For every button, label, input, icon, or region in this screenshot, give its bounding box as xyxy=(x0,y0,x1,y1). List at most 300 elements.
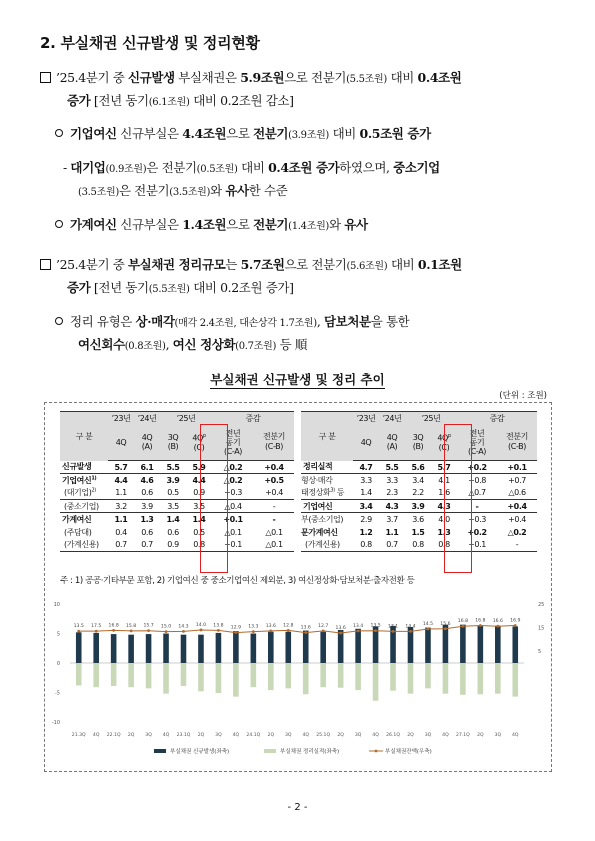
bar-resolved xyxy=(320,663,326,687)
text: (0.7조원) xyxy=(235,341,277,352)
table-cell: 3.7 xyxy=(379,513,405,526)
table-cell: 3.4 xyxy=(405,474,431,487)
balance-data-label: 13.6 xyxy=(265,623,276,629)
table-cell: 0.9 xyxy=(193,488,205,498)
table-row xyxy=(301,500,537,513)
text: (B) xyxy=(167,442,179,452)
row-label-text: (주담대) xyxy=(64,527,92,537)
bar-new xyxy=(460,625,466,663)
bar-resolved xyxy=(425,663,431,688)
table-cell: +0.4 xyxy=(497,500,537,513)
table-cell: 6.1 xyxy=(140,462,154,472)
row-label xyxy=(301,526,353,539)
text: 신규부실은 xyxy=(116,217,183,232)
text: 등 順 xyxy=(276,337,307,352)
row-label xyxy=(301,474,353,487)
bar-new xyxy=(355,629,361,663)
text: [전년 동기 xyxy=(90,280,149,295)
text: 대비 xyxy=(329,126,360,141)
table-cell: △0.1 xyxy=(224,527,242,537)
bar-new xyxy=(76,632,82,663)
table-cell: - xyxy=(497,539,537,552)
table-cell: 4.1 xyxy=(431,474,457,487)
side-label: 부 xyxy=(301,514,309,524)
table-cell: 0.5 xyxy=(193,527,205,537)
row-label xyxy=(60,539,108,552)
table-cell: 2.9 xyxy=(353,513,379,526)
text: (C-B) xyxy=(508,442,526,452)
legend-label: 부실채권 신규발생(좌축) xyxy=(170,749,230,755)
table-cell: 1.4 xyxy=(360,488,372,498)
text: (3.5조원) xyxy=(78,187,119,198)
balance-point xyxy=(234,631,237,634)
resolution-table xyxy=(301,411,537,552)
table-cell: △0.1 xyxy=(254,539,294,552)
para-resolution xyxy=(40,253,462,278)
circle-bullet-icon xyxy=(55,317,63,325)
text: (5.6조원) xyxy=(346,261,388,272)
bar-resolved xyxy=(495,663,501,694)
text: 전분기 xyxy=(253,217,289,232)
row-label xyxy=(301,487,353,500)
text: 으로 xyxy=(226,126,254,141)
text: (C) xyxy=(193,442,205,452)
header-q3b xyxy=(405,425,431,461)
side-label: 문 xyxy=(301,527,309,537)
bar-resolved xyxy=(373,663,379,701)
text: 상·매각 xyxy=(135,314,175,329)
text: 전분기 xyxy=(506,432,528,442)
text: 동기 xyxy=(469,437,485,447)
table-row xyxy=(60,461,294,474)
x-tick-label: 3Q xyxy=(145,733,152,738)
balance-data-label: 14.0 xyxy=(195,622,207,628)
table-cell: 0.8 xyxy=(431,539,457,552)
text: 으로 전분기 xyxy=(284,70,347,85)
table-cell: 3.3 xyxy=(353,474,379,487)
table-cell: 0.8 xyxy=(353,539,379,552)
text: (0.9조원) xyxy=(105,164,147,175)
header-qoq xyxy=(254,425,294,461)
balance-data-label: 12.8 xyxy=(283,623,294,629)
balance-point xyxy=(409,630,412,633)
balance-data-label: 13.6 xyxy=(335,626,346,632)
text: 5.9조원 xyxy=(240,70,285,85)
text: (0.8조원) xyxy=(124,341,166,352)
table-cell: 1.4 xyxy=(186,513,212,526)
balance-point xyxy=(304,631,307,634)
table-title xyxy=(0,370,595,388)
text: 0.1조원 xyxy=(417,257,462,272)
highlight-box xyxy=(444,424,472,573)
balance-data-label: 15.0 xyxy=(160,624,172,630)
table-row xyxy=(301,526,537,539)
x-tick-label: 3Q xyxy=(354,733,362,738)
table-cell: △0.6 xyxy=(508,488,526,498)
table-cell: 1.5 xyxy=(411,527,425,537)
text: 4Q xyxy=(437,433,448,443)
table-cell: 1.1 xyxy=(385,527,399,537)
balance-data-label: 14.4 xyxy=(405,624,416,630)
x-tick-label: 3Q xyxy=(424,733,432,738)
table-cell: 1.6 xyxy=(438,488,450,498)
text: 신규발생 xyxy=(127,70,175,85)
balance-point xyxy=(130,630,133,633)
table-cell: 5.7 xyxy=(437,462,451,472)
text: 대비 xyxy=(387,257,418,272)
text: 기업여신 xyxy=(70,126,117,141)
balance-point xyxy=(77,630,80,633)
bar-resolved xyxy=(163,663,169,694)
bar-resolved xyxy=(443,663,449,694)
header-q4a xyxy=(379,425,405,461)
balance-data-label: 16.9 xyxy=(510,618,521,624)
row-label xyxy=(60,487,108,500)
text: 가계여신 xyxy=(70,217,117,232)
x-tick-label: 2Q xyxy=(267,733,275,738)
table-cell: △0.1 xyxy=(265,527,283,537)
balance-point xyxy=(514,624,517,627)
y2-tick-label: 15 xyxy=(538,625,545,632)
text: 중소기업 xyxy=(393,160,440,175)
table-row xyxy=(60,500,294,513)
bar-resolved xyxy=(111,663,117,686)
text: 3Q xyxy=(167,433,179,443)
trend-chart xyxy=(44,590,552,770)
text: 전년 xyxy=(225,428,241,438)
text: , xyxy=(165,337,173,352)
table-cell: 0.4 xyxy=(115,527,127,537)
header-chg: 증감 xyxy=(457,412,537,425)
x-tick-label: 2Q xyxy=(337,733,344,738)
row-label-tail: 등 xyxy=(334,488,345,498)
y-tick-label: 5 xyxy=(56,631,60,638)
table-cell: +0.1 xyxy=(507,462,527,472)
table-cell: +0.1 xyxy=(457,539,497,552)
balance-point xyxy=(479,624,482,627)
row-label-text: (중소기업) xyxy=(308,514,344,524)
table-cell: 0.6 xyxy=(167,527,179,537)
table-cell: 4.7 xyxy=(359,462,373,472)
text: 으로 xyxy=(226,217,254,232)
bar-resolved xyxy=(408,663,414,694)
balance-point xyxy=(392,630,395,633)
table-cell: +0.3 xyxy=(224,488,242,498)
text: 증가 xyxy=(67,280,91,295)
table-cell: 5.6 xyxy=(411,462,425,472)
table-cell: △0.2 xyxy=(223,462,243,472)
table-row xyxy=(301,461,537,474)
table-cell: 5.7 xyxy=(114,462,128,472)
text: (0.5조원) xyxy=(196,164,238,175)
footnote-mark: 2) xyxy=(91,487,96,494)
table-body xyxy=(301,461,537,552)
row-label-text: 정리실적 xyxy=(303,462,333,472)
header-gubun: 구 분 xyxy=(301,412,353,461)
text: 전분기 xyxy=(263,432,285,442)
table-cell: 0.8 xyxy=(405,539,431,552)
table-cell: △0.4 xyxy=(212,500,254,513)
x-tick-label: 2Q xyxy=(127,733,135,738)
text: (C) xyxy=(438,442,450,452)
text: 와 xyxy=(329,217,345,232)
table-cell: +0.4 xyxy=(264,462,284,472)
x-tick-label: 25.1Q xyxy=(316,733,331,738)
table-cell: +0.8 xyxy=(457,474,497,487)
text: 담보처분 xyxy=(324,314,371,329)
bar-new xyxy=(233,631,239,663)
table-cell: +0.2 xyxy=(467,462,487,472)
text: 4Q xyxy=(141,433,153,443)
row-label-text: 신규발생 xyxy=(62,462,92,472)
text: - xyxy=(63,160,71,175)
bar-new xyxy=(268,632,274,663)
row-label-text: (대기업) xyxy=(64,488,92,498)
table-row xyxy=(301,513,537,526)
table-cell: 0.6 xyxy=(141,527,153,537)
unit-label: (단위 : 조원) xyxy=(499,391,547,401)
balance-point xyxy=(112,629,115,632)
table-cell: 4.0 xyxy=(431,513,457,526)
para-new-bad-loans xyxy=(40,66,461,91)
bar-resolved xyxy=(512,663,518,697)
table-cell: +0.7 xyxy=(497,474,537,487)
table-cell: 0.6 xyxy=(141,488,153,498)
text: (6.1조원) xyxy=(148,97,190,108)
table-cell: 3.5 xyxy=(160,500,186,513)
text: ’25.4분기 중 xyxy=(56,70,128,85)
text: 증가 xyxy=(67,93,91,108)
balance-point xyxy=(147,629,150,632)
bar-resolved xyxy=(355,663,361,690)
circle-bullet-icon xyxy=(55,129,63,137)
text: [전년 동기 xyxy=(90,93,149,108)
y2-tick-label: 5 xyxy=(538,649,542,656)
bar-resolved xyxy=(390,663,396,691)
balance-point xyxy=(496,625,499,628)
table-row xyxy=(60,474,294,487)
x-tick-label: 4Q xyxy=(442,733,449,738)
text: 은 전분기 xyxy=(118,183,170,198)
new-bad-loans-table xyxy=(60,411,294,552)
bar-new xyxy=(425,628,431,663)
table-cell: 3.9 xyxy=(160,474,186,487)
side-label: 태 xyxy=(301,488,309,498)
text: (B) xyxy=(412,442,424,452)
text: 전년 xyxy=(469,428,485,438)
table-cell: +0.3 xyxy=(457,513,497,526)
table-cell: +0.4 xyxy=(497,513,537,526)
row-label xyxy=(301,461,353,474)
header-q4: 4Q xyxy=(353,425,379,461)
balance-point xyxy=(339,632,342,635)
balance-data-label: 16.6 xyxy=(492,619,503,625)
header-gubun: 구 분 xyxy=(60,412,108,461)
table-row xyxy=(301,474,537,487)
x-tick-label: 21.3Q xyxy=(71,733,86,738)
table-cell: 4.6 xyxy=(134,474,160,487)
y-tick-label: 10 xyxy=(53,602,60,608)
table-cell: 5.5 xyxy=(385,462,399,472)
balance-data-label: 17.5 xyxy=(91,624,102,630)
table-row xyxy=(60,526,294,539)
x-tick-label: 4Q xyxy=(302,733,310,738)
para-types-2 xyxy=(78,333,307,358)
balance-data-label: 13.6 xyxy=(300,625,311,631)
table-cell: +0.1 xyxy=(212,513,254,526)
text: 4Q xyxy=(386,433,398,443)
text: 0.4조원 xyxy=(417,70,462,85)
balance-point xyxy=(427,628,430,631)
row-label-text: 가계여신 xyxy=(62,514,92,524)
bar-resolved xyxy=(285,663,291,688)
bar-resolved xyxy=(76,663,82,685)
table-cell: △0.2 xyxy=(507,527,527,537)
balance-data-label: 14.3 xyxy=(178,624,189,630)
table-cell: - xyxy=(457,500,497,513)
text: 을 통한 xyxy=(370,314,410,329)
bar-new xyxy=(93,633,99,663)
footnote-mark: 1) xyxy=(91,475,97,482)
text: 유사 xyxy=(344,217,368,232)
side-label: 형 xyxy=(301,475,309,485)
y-tick-label: -5 xyxy=(55,690,60,697)
bar-new xyxy=(443,625,449,663)
header-y25: ’25년 xyxy=(405,412,457,425)
table-body xyxy=(60,461,294,552)
row-label-text: 기업여신 xyxy=(62,475,92,485)
legend-marker xyxy=(375,750,378,753)
table-cell: +0.4 xyxy=(265,488,283,498)
balance-point xyxy=(252,630,255,633)
table-cell: +0.5 xyxy=(254,474,294,487)
x-tick-label: 2Q xyxy=(477,733,484,738)
balance-point xyxy=(200,629,203,632)
table-row xyxy=(60,487,294,500)
bar-new xyxy=(251,634,257,664)
table-cell: 0.7 xyxy=(379,539,405,552)
table-row xyxy=(301,487,537,500)
row-label xyxy=(301,513,353,526)
x-tick-label: 4Q xyxy=(511,733,519,738)
bar-new xyxy=(163,634,169,664)
balance-data-label: 15.6 xyxy=(440,621,451,627)
text: (A) xyxy=(141,442,153,452)
text: 여신 정상화 xyxy=(172,337,236,352)
row-label-text: 상·매각 xyxy=(308,475,333,485)
bar-resolved xyxy=(128,663,134,687)
table-cell: +0.1 xyxy=(212,539,254,552)
table-row xyxy=(60,513,294,526)
table-cell: 4.4 xyxy=(108,474,134,487)
x-tick-label: 23.1Q xyxy=(176,733,191,738)
balance-point xyxy=(357,630,360,633)
header-q4a xyxy=(134,425,160,461)
bar-new xyxy=(495,626,501,663)
text: (C-A) xyxy=(223,446,242,456)
text: 한 수준 xyxy=(248,183,288,198)
balance-point xyxy=(182,630,185,633)
para-resolution-2 xyxy=(67,276,294,301)
text: 1.4조원 xyxy=(182,217,227,232)
text: 5.7조원 xyxy=(240,257,285,272)
text: (C-A) xyxy=(467,446,486,456)
balance-point xyxy=(322,630,325,633)
x-tick-label: 3Q xyxy=(284,733,292,738)
balance-data-label: 13.5 xyxy=(73,624,84,630)
balance-data-label: 13.5 xyxy=(370,623,381,629)
balance-data-label: 16.8 xyxy=(475,618,486,624)
table-cell: 3.9 xyxy=(405,500,431,513)
text: 는 xyxy=(225,257,241,272)
table-cell: 2.2 xyxy=(412,488,424,498)
table-cell: 1.4 xyxy=(160,513,186,526)
text: (C-B) xyxy=(265,442,283,452)
balance-data-label: 15.7 xyxy=(143,623,154,629)
text: (5.5조원) xyxy=(346,74,388,85)
x-tick-label: 22.1Q xyxy=(106,733,121,738)
header-y23: ’23년 xyxy=(108,412,134,425)
table-cell: △0.7 xyxy=(468,488,486,498)
table-cell: 0.8 xyxy=(186,539,212,552)
text: 0.5조원 증가 xyxy=(359,126,431,141)
y2-tick-label: 25 xyxy=(538,602,545,608)
circle-bullet-icon xyxy=(55,220,63,228)
text: 정리 유형은 xyxy=(70,314,136,329)
section-title: 2. 부실채권 신규발생 및 정리현황 xyxy=(40,34,260,52)
table-cell: 5.9 xyxy=(192,462,206,472)
para-large-sme xyxy=(63,156,440,181)
y-tick-label: 0 xyxy=(56,661,60,667)
table-note: 주 : 1) 공공·기타부문 포함, 2) 기업여신 중 중소기업여신 제외분, 3) 여신정상화·담보처분·출자전환 등 xyxy=(60,576,415,586)
text: 대기업 xyxy=(70,160,106,175)
bar-resolved xyxy=(216,663,222,693)
text: 전분기 xyxy=(253,126,289,141)
row-label-text: 정상화 xyxy=(308,488,331,498)
balance-point xyxy=(374,629,377,632)
bar-resolved xyxy=(93,663,99,687)
header-qoq xyxy=(497,425,537,461)
bar-new xyxy=(216,633,222,663)
legend-label: 부실채권 정리실적(좌축) xyxy=(280,749,340,755)
text: (A) xyxy=(386,442,398,452)
bar-new xyxy=(320,632,326,663)
text: (5.5조원) xyxy=(148,284,190,295)
table-cell: 0.5 xyxy=(167,488,179,498)
table-cell: 3.3 xyxy=(379,474,405,487)
row-label xyxy=(301,500,353,513)
text: 대비 xyxy=(387,70,418,85)
legend-swatch xyxy=(154,749,166,753)
header-y25: ’25년 xyxy=(160,412,212,425)
x-tick-label: 3Q xyxy=(215,733,222,738)
bar-new xyxy=(512,626,518,663)
table-cell: 1.1 xyxy=(108,513,134,526)
text: (3.5조원) xyxy=(169,187,211,198)
square-bullet-icon xyxy=(40,259,51,270)
table-title-text: 부실채권 신규발생 및 정리 추이 xyxy=(210,372,385,387)
x-tick-label: 4Q xyxy=(92,733,100,738)
header-y24: ’24년 xyxy=(134,412,160,425)
row-label xyxy=(60,526,108,539)
text: 4Q xyxy=(192,433,203,443)
text: 으로 전분기 xyxy=(284,257,347,272)
x-tick-label: 24.1Q xyxy=(246,733,261,738)
row-label-text: (가계신용) xyxy=(64,540,99,550)
table-cell: 0.7 xyxy=(108,539,134,552)
table-cell: 1.1 xyxy=(115,488,127,498)
text: p xyxy=(202,432,206,439)
